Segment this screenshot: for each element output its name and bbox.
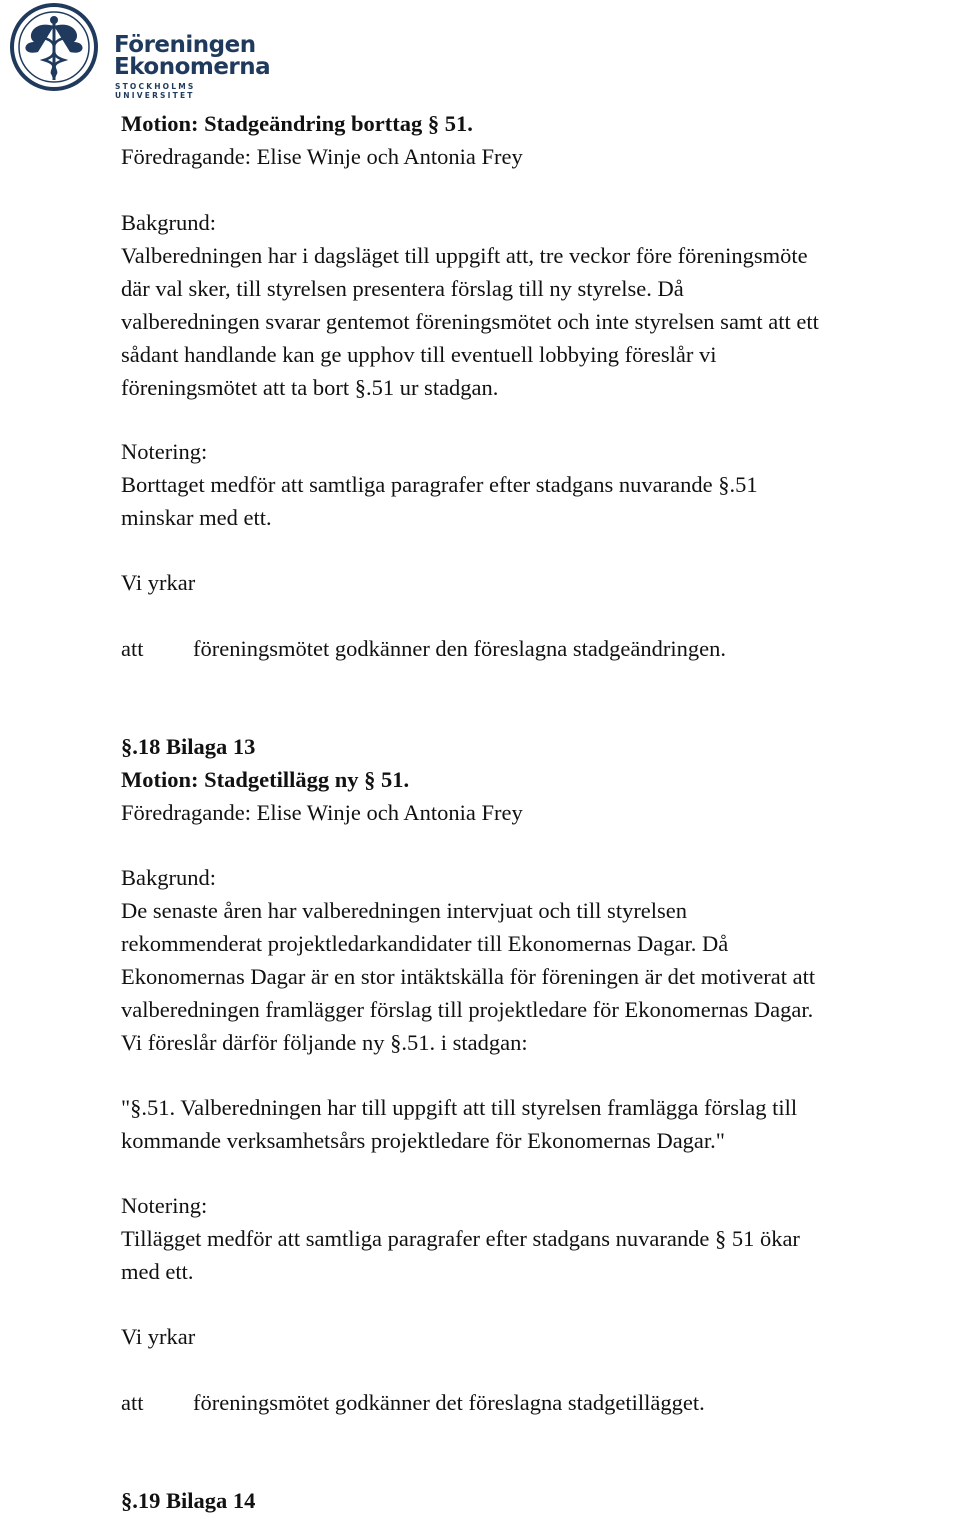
motion-1-note-line-1: Borttaget medför att samtliga paragrafer efter stadgans nuvarande §.51 — [121, 472, 758, 497]
motion-1-demand-text: föreningsmötet godkänner den föreslagna stadgeändringen. — [193, 636, 726, 661]
logo-text-foreningen: Föreningen — [114, 32, 256, 58]
motion-1-demand-att: att — [121, 636, 144, 661]
motion-1-presenters: Föredragande: Elise Winje och Antonia Frey — [121, 144, 523, 169]
section-18-note-heading: Notering: — [121, 1193, 208, 1218]
motion-1-note-line-2: minskar med ett. — [121, 505, 272, 530]
section-18-heading: §.18 Bilaga 13 — [121, 734, 256, 759]
motion-1-demand-heading: Vi yrkar — [121, 570, 196, 595]
section-18-background-line-5: Vi föreslår därför följande ny §.51. i stadgan: — [121, 1030, 528, 1055]
section-18-presenters: Föredragande: Elise Winje och Antonia Frey — [121, 800, 523, 825]
section-18-title: Motion: Stadgetillägg ny § 51. — [121, 767, 410, 792]
caduceus-emblem-icon — [4, 2, 104, 92]
motion-1-note-heading: Notering: — [121, 439, 208, 464]
motion-1-background-line-2: där val sker, till styrelsen presentera förslag till ny styrelse. Då — [121, 276, 684, 301]
motion-1-background-heading: Bakgrund: — [121, 210, 216, 235]
section-18-quote-line-1: "§.51. Valberedningen har till uppgift att till styrelsen framlägga förslag till — [121, 1095, 798, 1120]
section-18-background-line-2: rekommenderat projektledarkandidater till Ekonomernas Dagar. Då — [121, 931, 729, 956]
section-18-note-line-2: med ett. — [121, 1259, 194, 1284]
section-18-note-line-1: Tillägget medför att samtliga paragrafer efter stadgans nuvarande § 51 ökar — [121, 1226, 800, 1251]
motion-1-background-line-3: valberedningen svarar gentemot föreningsmötet och inte styrelsen samt att ett — [121, 309, 819, 334]
section-18-background-line-4: valberedningen framlägger förslag till projektledare för Ekonomernas Dagar. — [121, 997, 814, 1022]
motion-1-background-line-5: föreningsmötet att ta bort §.51 ur stadgan. — [121, 375, 499, 400]
motion-1-title: Motion: Stadgeändring borttag § 51. — [121, 111, 473, 136]
section-18-background-line-3: Ekonomernas Dagar är en stor intäktskälla för föreningen är det motiverat att — [121, 964, 816, 989]
section-19-heading: §.19 Bilaga 14 — [121, 1488, 256, 1513]
association-logo — [4, 2, 271, 100]
logo-text-ekonomerna: Ekonomerna — [114, 54, 271, 80]
section-18-demand-att: att — [121, 1390, 144, 1415]
section-18-demand-text: föreningsmötet godkänner det föreslagna stadgetillägget. — [193, 1390, 705, 1415]
logo-text-university: STOCKHOLMS UNIVERSITET — [115, 82, 196, 100]
section-18-background-line-1: De senaste åren har valberedningen intervjuat och till styrelsen — [121, 898, 688, 923]
section-18-quote-line-2: kommande verksamhetsårs projektledare för Ekonomernas Dagar." — [121, 1128, 725, 1153]
section-18-demand-heading: Vi yrkar — [121, 1324, 196, 1349]
motion-1-background-line-1: Valberedningen har i dagsläget till uppgift att, tre veckor före föreningsmöte — [121, 243, 808, 268]
motion-1-background-line-4: sådant handlande kan ge upphov till eventuell lobbying föreslår vi — [121, 342, 717, 367]
section-18-background-heading: Bakgrund: — [121, 865, 216, 890]
